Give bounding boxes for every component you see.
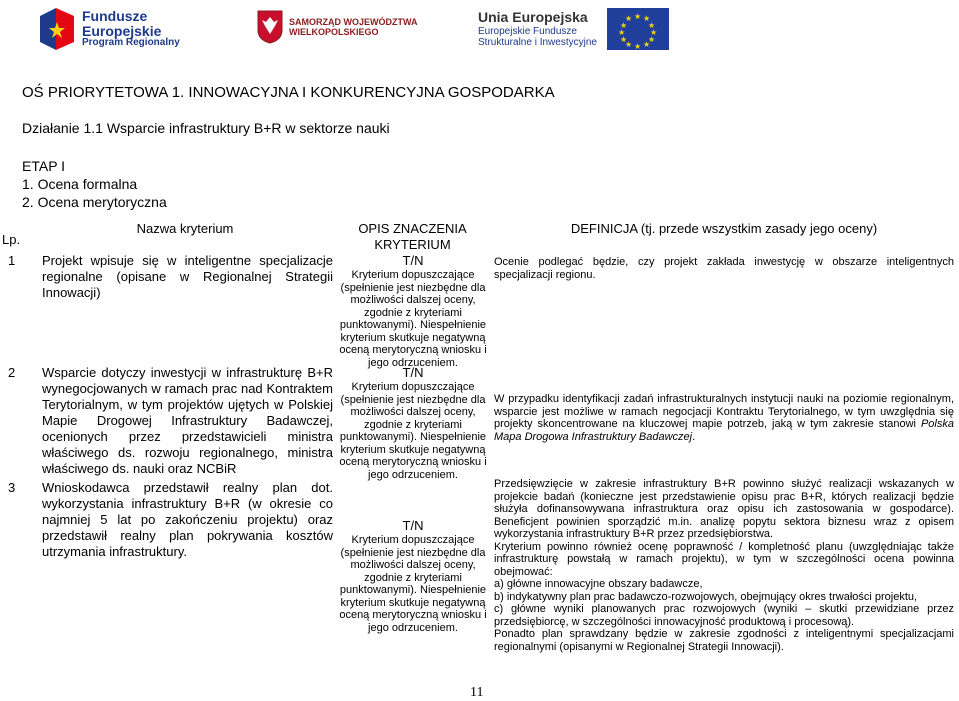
page-number: 11 [470, 685, 484, 700]
row-3-definition-b: b) indykatywny plan prac badawczo-rozwojowych, obejmujący okres trwałości projektu, [494, 590, 918, 603]
row-2-meaning [337, 365, 489, 481]
row-3-definition-p3: Ponadto plan sprawdzany będzie w zakresie zgodności z inteligentnymi specjalizacjami regionalnymi (opisanymi w Regionalnej Strategii Innowacji). [494, 628, 954, 653]
row-1-name: Projekt wpisuje się w inteligentne specjalizacje regionalne (opisane w Regionalnej Strategii Innowacji) [42, 253, 333, 300]
eu-flag-icon: ★ ★ ★ ★ ★ ★ ★ ★ ★ ★ ★ ★ [607, 8, 669, 50]
row-1-definition: Ocenie podlegać będzie, czy projekt zakłada inwestycję w obszarze inteligentnych specjalizacji regionu. [494, 256, 954, 281]
stage-item: 2. Ocena merytoryczna [22, 194, 167, 210]
fundusze-europejskie-logo [40, 8, 180, 50]
row-2-definition-text: W przypadku identyfikacji zadań infrastrukturalnych instytucji nauki na poziomie regionalnym, wsparcie jest możliwe w ramach negocjacji Kontraktu Terytorialnego, w tym uwzględnia się projekty skoncentrowane na kluczowej mapie potrzeb, jaką w tym zakresie stanowi Polska Mapa Drogowa Infrastruktury Badawczej. [494, 393, 954, 443]
row-2-lp: 2 [8, 365, 16, 380]
logo-bar [0, 0, 959, 62]
row-3-meaning [337, 518, 489, 634]
row-3-lp: 3 [8, 480, 16, 495]
fe-star-icon [40, 8, 74, 50]
ue-line2: Europejskie Fundusze [478, 25, 577, 37]
action-title: Działanie 1.1 Wsparcie infrastruktury B+R w sektorze nauki [22, 120, 390, 136]
row-3-definition-p1: Przedsięwzięcie w zakresie infrastruktury B+R powinno służyć realizacji wskazanych w projekcie badań (konieczne jest przedstawienie opisu prac B+R, których realizacji będzie służyła dofinansowywana infrastruktura oraz opisu ich zastosowania w gospodarce). Beneficjent powinien sporządzić m.in. analizę popytu sektora biznesu wraz z opisem wykorzystania infrastruktury B+R przez przedsiębiorstwa. [494, 478, 954, 540]
fe-line1: Fundusze [82, 8, 148, 25]
header-meaning-line2: KRYTERIUM [374, 237, 451, 252]
row-1-meaning [337, 253, 489, 369]
row-2-name: Wsparcie dotyczy inwestycji w infrastrukturę B+R wynegocjowanych w ramach prac nad Kontraktem Terytorialnym, w tym projektów ujętych w Polskiej Mapie Drogowej Infrastruktury Badawczej, ocenionych przez przedstawicieli ministra właściwego ds. rozwoju regionalnego, ministra właściwego ds. nauki oraz NCBiR [42, 365, 333, 476]
ue-line1: Unia Europejska [478, 9, 588, 26]
row-2-definition-map-name: Polska Mapa Drogowa Infrastruktury Badawczej [494, 418, 954, 443]
header-meaning [335, 221, 490, 253]
row-3-meaning-text: Kryterium dopuszczające (spełnienie jest niezbędne dla możliwości dalszej oceny, zgodnie z kryteriami punktowanymi). Niespełnienie kryterium skutkuje negatywną oceną merytoryczną wniosku i jego odrzuceniem. [339, 534, 487, 634]
row-3-definition-p2: Kryterium powinno również ocenę poprawność / kompletność planu (uwzględniając także infrastrukturę powstałą w ramach projektu), w tym w szczególności ocena powinna obejmować: [494, 540, 954, 578]
row-3-definition-c: c) główne wyniki planowanych prac rozwojowych (wyniki – skutki przewidziane przez przedsiębiorcę, w szczególności innowacyjność produktową i procesową). [494, 603, 954, 628]
row-3-name: Wnioskodawca przedstawił realny plan dot. wykorzystania infrastruktury B+R (w okresie co najmniej 5 lat po zakończeniu projektu) oraz przedstawił realny plan pokrywania kosztów utrzymania infrastruktury. [42, 480, 333, 559]
row-3-tn: T/N [402, 518, 424, 533]
row-3-definition-a: a) główne innowacyjne obszary badawcze, [494, 578, 703, 590]
priority-axis-title: OŚ PRIORYTETOWA 1. INNOWACYJNA I KONKURENCYJNA GOSPODARKA [22, 84, 555, 101]
wielkopolska-logo [257, 10, 418, 44]
fe-line3: Program Regionalny [82, 37, 180, 49]
header-lp: Lp. [2, 232, 21, 247]
stage-item: 1. Ocena formalna [22, 176, 138, 192]
wk-line2: WIELKOPOLSKIEGO [289, 27, 379, 37]
row-3-definition [494, 478, 954, 653]
header-meaning-line1: OPIS ZNACZENIA [358, 221, 467, 236]
row-2-meaning-text: Kryterium dopuszczające (spełnienie jest niezbędne dla możliwości dalszej oceny, zgodnie z kryteriami punktowanymi). Niespełnienie kryterium skutkuje negatywną oceną merytoryczną wniosku i jego odrzuceniem. [339, 381, 487, 481]
fe-line2: Europejskie [82, 22, 162, 39]
unia-europejska-logo [478, 8, 669, 50]
header-definition: DEFINICJA (tj. przede wszystkim zasady jego oceny) [570, 221, 878, 236]
wk-line1: SAMORZĄD WOJEWÓDZTWA [289, 16, 418, 27]
row-1-lp: 1 [8, 253, 16, 268]
header-name: Nazwa kryterium [136, 221, 234, 236]
stage-title: ETAP I [22, 158, 66, 174]
row-2-tn: T/N [402, 365, 424, 380]
row-2-definition [494, 393, 954, 443]
row-1-tn: T/N [402, 253, 424, 268]
stage-block [22, 157, 167, 211]
ue-line3: Strukturalne i Inwestycyjne [478, 37, 597, 49]
row-1-meaning-text: Kryterium dopuszczające (spełnienie jest niezbędne dla możliwości dalszej oceny, zgodnie z kryteriami punktowanymi). Niespełnienie kryterium skutkuje negatywną oceną merytoryczną wniosku i jego odrzuceniem. [339, 269, 487, 369]
eagle-shield-icon [257, 10, 283, 44]
